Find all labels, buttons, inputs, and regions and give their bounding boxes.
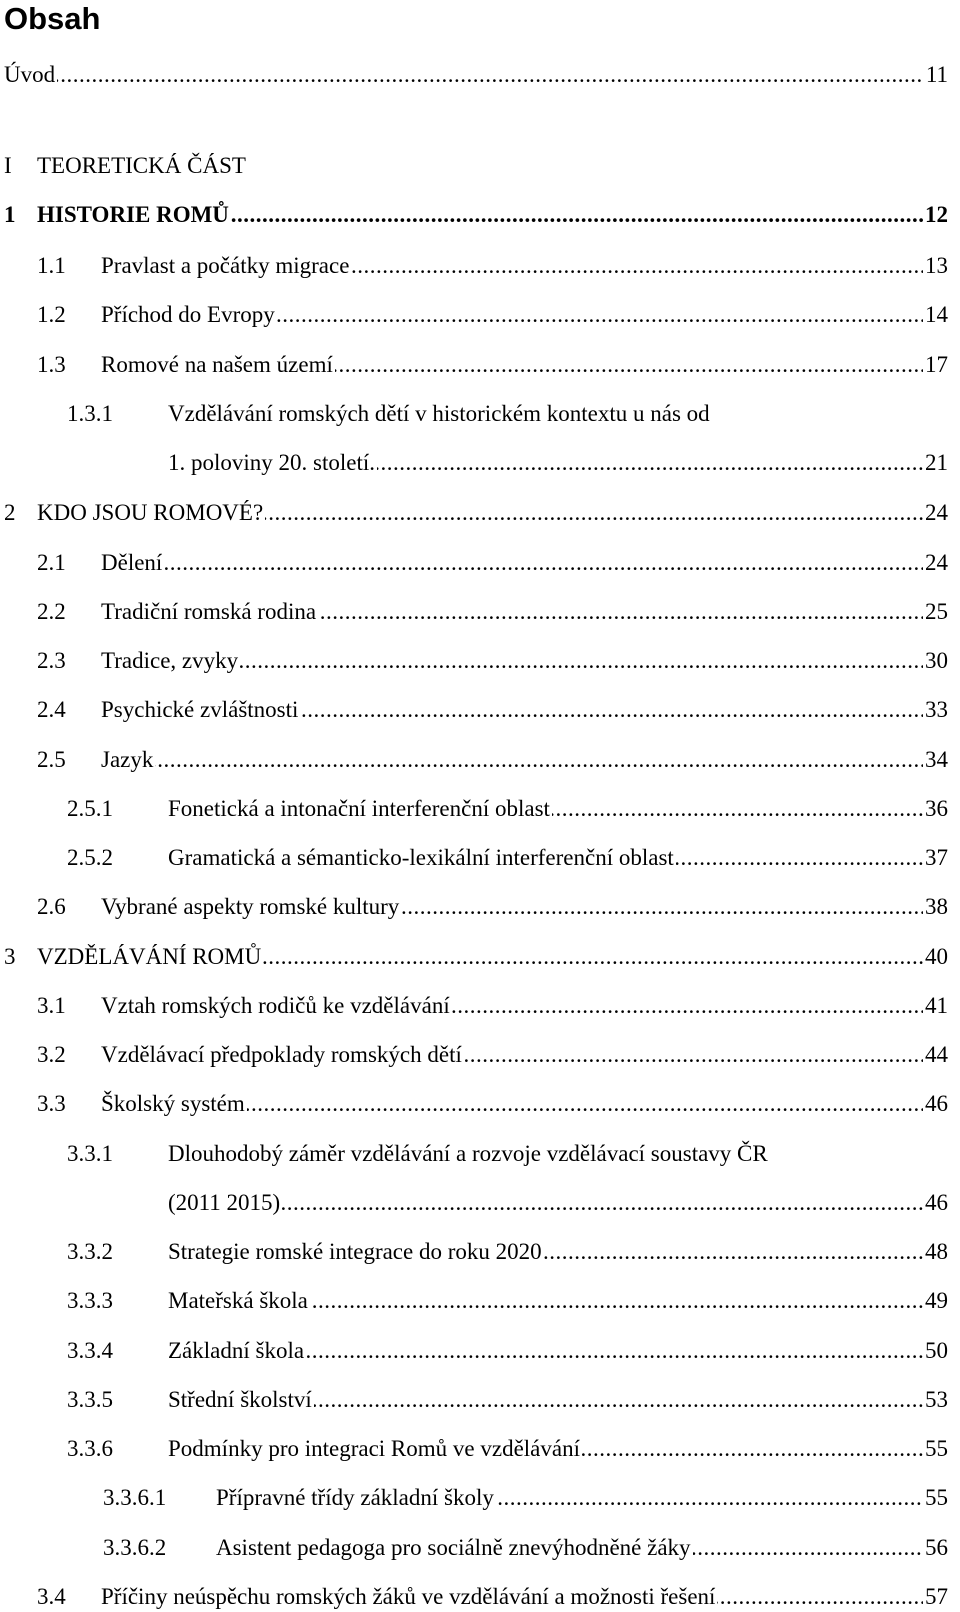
toc-page-number: 30	[923, 646, 948, 676]
toc-entry-number: 3.3	[37, 1091, 66, 1116]
toc-entry-number: 3.4	[37, 1584, 66, 1609]
toc-page-number: 11	[924, 60, 948, 90]
toc-entry-title: Úvod	[4, 60, 57, 90]
toc-entry-number: 2.2	[37, 599, 66, 624]
toc-entry[interactable]	[0, 695, 956, 725]
toc-entry-title: Dělení	[101, 548, 164, 578]
toc-entry-title: Gramatická a sémanticko-lexikální interferenční oblast	[168, 843, 676, 873]
toc-entry-number: 2.4	[37, 697, 66, 722]
toc-dot-leader	[168, 1188, 946, 1218]
toc-entry[interactable]	[0, 794, 956, 824]
toc-entry-number: 3.3.5	[67, 1387, 113, 1412]
toc-entry-title: Základní škola	[168, 1336, 306, 1366]
toc-entry-number: 2.5.2	[67, 845, 113, 870]
toc-entry-number: 3.3.6.2	[103, 1535, 167, 1560]
toc-entry-title: Přípravné třídy základní školy	[216, 1483, 496, 1513]
toc-entry-title: Školský systém	[101, 1089, 247, 1119]
toc-entry[interactable]	[0, 1582, 956, 1612]
toc-entry-title: Tradice, zvyky	[101, 646, 240, 676]
toc-entry[interactable]	[0, 942, 956, 972]
toc-entry-number: 3.3.4	[67, 1338, 113, 1363]
toc-entry[interactable]	[0, 991, 956, 1021]
toc-entry[interactable]	[0, 1188, 956, 1218]
toc-entry[interactable]	[0, 200, 956, 230]
toc-entry[interactable]	[0, 1434, 956, 1464]
toc-page-number: 40	[923, 942, 948, 972]
toc-entry-title: Fonetická a intonační interferenční oblast	[168, 794, 552, 824]
toc-entry-number: 1.3.1	[67, 401, 113, 426]
toc-entry-title: Příchod do Evropy	[101, 300, 277, 330]
toc-entry[interactable]	[0, 448, 956, 478]
toc-entry[interactable]	[0, 251, 956, 281]
toc-entry[interactable]	[0, 1533, 956, 1563]
toc-entry-title: VZDĚLÁVÁNÍ ROMŮ	[37, 942, 263, 972]
toc-entry-title: Romové na našem území	[101, 350, 335, 380]
toc-entry[interactable]	[0, 646, 956, 676]
toc-entry-title: Vztah romských rodičů ke vzdělávání	[101, 991, 452, 1021]
toc-entry-number: 2.5	[37, 747, 66, 772]
toc-page-number: 53	[923, 1385, 948, 1415]
toc-entry-title: (2011 2015)	[168, 1188, 282, 1218]
toc-entry[interactable]	[0, 350, 956, 380]
toc-entry-title: Střední školství	[168, 1385, 314, 1415]
toc-entry-number: 3.3.1	[67, 1141, 113, 1166]
toc-entry-title: Podmínky pro integraci Romů ve vzdělávání	[168, 1434, 582, 1464]
toc-dot-leader	[101, 548, 946, 578]
toc-page-number: 48	[923, 1237, 948, 1267]
toc-page-number: 50	[923, 1336, 948, 1366]
toc-entry-number: 1.2	[37, 302, 66, 327]
toc-entry-title: Mateřská škola	[168, 1286, 310, 1316]
toc-entry[interactable]	[0, 1336, 956, 1366]
toc-page-number: 49	[923, 1286, 948, 1316]
toc-entry[interactable]	[0, 1483, 956, 1513]
toc-entry-number: 1	[4, 202, 16, 227]
toc-page-number: 38	[923, 892, 948, 922]
toc-page-number: 36	[923, 794, 948, 824]
toc-entry-title: Psychické zvláštnosti	[101, 695, 300, 725]
toc-entry-title: Dlouhodobý záměr vzdělávání a rozvoje vzdělávací soustavy ČR	[168, 1139, 770, 1169]
toc-entry-number: 3.3.6.1	[103, 1485, 167, 1510]
toc-entry-number: 2.5.1	[67, 796, 113, 821]
toc-entry[interactable]	[0, 597, 956, 627]
toc-dot-leader	[101, 745, 946, 775]
toc-entry-number: 2.6	[37, 894, 66, 919]
toc-page-number: 14	[923, 300, 948, 330]
toc-entry-title: Strategie romské integrace do roku 2020	[168, 1237, 544, 1267]
toc-entry[interactable]	[0, 1385, 956, 1415]
toc-entry-title: HISTORIE ROMŮ	[37, 200, 231, 230]
toc-entry-number: 1.1	[37, 253, 66, 278]
toc-entry-number: 2.3	[37, 648, 66, 673]
toc-entry-title: Asistent pedagoga pro sociálně znevýhodněné žáky	[216, 1533, 693, 1563]
page-title: Obsah	[4, 1, 101, 36]
toc-page-number: 56	[923, 1533, 948, 1563]
toc-entry-title: TEORETICKÁ ČÁST	[37, 151, 248, 181]
toc-page-number: 57	[923, 1582, 948, 1612]
toc-page-number: 12	[923, 200, 948, 230]
toc-entry[interactable]	[0, 498, 956, 528]
toc-page-number: 55	[923, 1483, 948, 1513]
toc-entry[interactable]	[0, 151, 956, 181]
toc-page-number: 34	[923, 745, 948, 775]
toc-entry[interactable]	[0, 1139, 956, 1169]
toc-entry-title: Pravlast a počátky migrace	[101, 251, 351, 281]
toc-page-number: 24	[923, 498, 948, 528]
toc-entry[interactable]	[0, 1089, 956, 1119]
toc-entry[interactable]	[0, 399, 956, 429]
toc-entry[interactable]	[0, 548, 956, 578]
toc-entry-title: KDO JSOU ROMOVÉ?	[37, 498, 265, 528]
toc-entry-title: Vzdělávání romských dětí v historickém kontextu u nás od	[168, 399, 712, 429]
toc-entry-title: 1. poloviny 20. století.	[168, 448, 377, 478]
toc-entry[interactable]	[0, 1040, 956, 1070]
toc-entry[interactable]	[0, 892, 956, 922]
toc-page-number: 13	[923, 251, 948, 281]
toc-entry-number: 2.1	[37, 550, 66, 575]
toc-entry-title: Vybrané aspekty romské kultury	[101, 892, 401, 922]
toc-page-number: 41	[923, 991, 948, 1021]
toc-entry-title: Jazyk	[101, 745, 155, 775]
toc-page-number: 17	[923, 350, 948, 380]
toc-dot-leader	[4, 60, 946, 90]
toc-entry-number: 3.2	[37, 1042, 66, 1067]
toc-entry-number: 3.3.6	[67, 1436, 113, 1461]
toc-page-number: 44	[923, 1040, 948, 1070]
toc-entry[interactable]	[0, 1286, 956, 1316]
toc-page-number: 55	[923, 1434, 948, 1464]
toc-entry[interactable]	[0, 60, 956, 90]
toc-page-number: 25	[923, 597, 948, 627]
toc-entry-title: Vzdělávací předpoklady romských dětí	[101, 1040, 464, 1070]
toc-entry-number: 2	[4, 500, 16, 525]
toc-page-number: 46	[923, 1188, 948, 1218]
toc-entry[interactable]	[0, 843, 956, 873]
toc-entry[interactable]	[0, 300, 956, 330]
toc-entry-number: I	[4, 153, 12, 178]
toc-page-number: 46	[923, 1089, 948, 1119]
toc-entry-number: 1.3	[37, 352, 66, 377]
toc-page-number: 24	[923, 548, 948, 578]
toc-entry[interactable]	[0, 745, 956, 775]
toc-entry-number: 3	[4, 944, 16, 969]
toc-entry-number: 3.1	[37, 993, 66, 1018]
toc-entry-title: Tradiční romská rodina	[101, 597, 318, 627]
toc-page-number: 21	[923, 448, 948, 478]
toc-page-number: 37	[923, 843, 948, 873]
toc-entry-number: 3.3.2	[67, 1239, 113, 1264]
toc-page-number: 33	[923, 695, 948, 725]
toc-entry-title: Příčiny neúspěchu romských žáků ve vzdělávání a možnosti řešení	[101, 1582, 717, 1612]
toc-entry[interactable]	[0, 1237, 956, 1267]
toc-entry-number: 3.3.3	[67, 1288, 113, 1313]
